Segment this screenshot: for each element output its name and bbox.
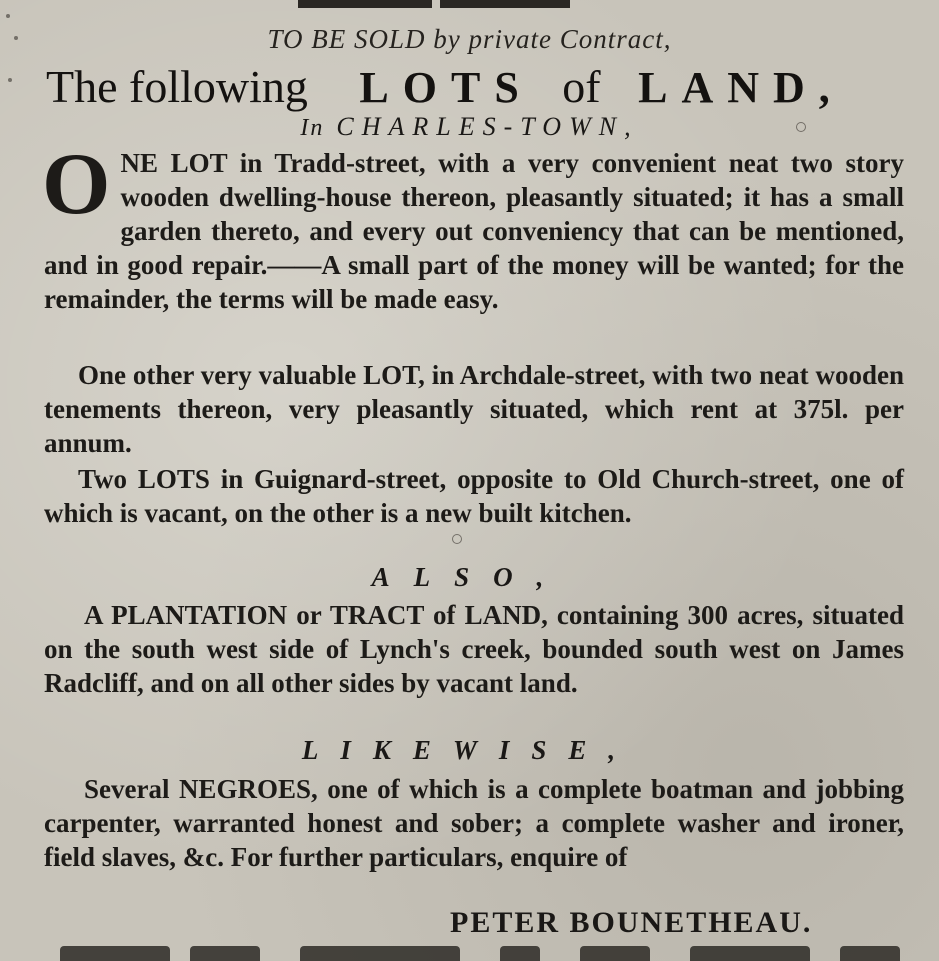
- lot-tradd-street-paragraph: [42, 136, 904, 316]
- advert-title: [46, 60, 896, 113]
- lot-tradd-street-text: NE LOT in Tradd-street, with a very convenient neat two story wooden dwelling-house thereon, pleasantly situated; it has a small garden thereto, and every out conveniency that can be mentioned, and in good repair.——A small part of the money will be wanted; for the remainder, the terms will be made easy.: [44, 148, 904, 314]
- paper-speck: [8, 78, 12, 82]
- lot-archdale-street-paragraph: [44, 358, 904, 460]
- likewise-heading: LIKEWISE,: [301, 735, 638, 765]
- advert-header-italic: TO BE SOLD by private Contract,: [267, 24, 672, 54]
- advertiser-signature: PETER BOUNETHEAU.: [450, 906, 813, 939]
- lot-archdale-street-text: One other very valuable LOT, in Archdale-street, with two neat wooden tenements thereon, very pleasantly situated, which rent at 375l. per annum.: [44, 360, 904, 458]
- advert-title-lots: LOTS: [359, 63, 533, 112]
- plantation-text: A PLANTATION or TRACT of LAND, containing 300 acres, situated on the south west side of Lynch's creek, bounded south west on James Radcliff, and on all other sides by vacant land.: [44, 600, 904, 698]
- paper-speck: [14, 36, 18, 40]
- advert-title-of: of: [562, 61, 601, 112]
- top-rule-right: [440, 0, 570, 8]
- top-rule-left: [298, 0, 432, 8]
- paper-speck: [6, 14, 10, 18]
- lots-guignard-street-paragraph: [44, 462, 904, 530]
- plantation-paragraph: [44, 598, 904, 700]
- advert-title-lead: The following: [46, 61, 308, 112]
- paper-speck: [452, 534, 462, 544]
- lots-guignard-street-text: Two LOTS in Guignard-street, opposite to Old Church-street, one of which is vacant, on the other is a new built kitchen.: [44, 464, 904, 528]
- also-heading: ALSO,: [371, 562, 568, 592]
- negroes-paragraph: [44, 772, 904, 874]
- negroes-text: Several NEGROES, one of which is a complete boatman and jobbing carpenter, warranted honest and sober; a complete washer and ironer, field slaves, &c. For further particulars, enquire of: [44, 774, 904, 872]
- paper-speck: [796, 122, 806, 132]
- drop-cap: O: [42, 136, 111, 233]
- advert-title-land: LAND,: [638, 63, 844, 112]
- next-advert-cutoff: [0, 944, 939, 961]
- advert-location-town: CHARLES-TOWN,: [336, 112, 639, 141]
- advert-location-in: In: [300, 115, 325, 141]
